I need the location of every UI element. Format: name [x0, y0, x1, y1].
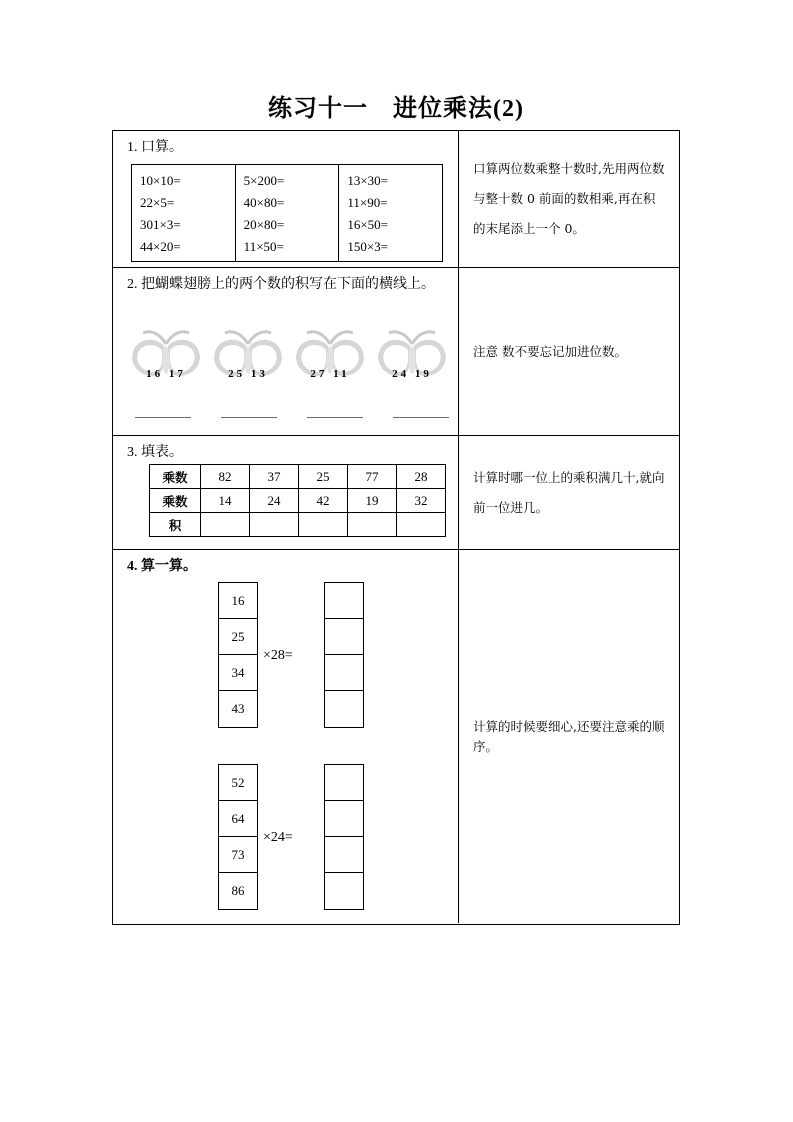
answer-cell[interactable]: [325, 691, 363, 727]
oral-problem: 22×5=: [140, 195, 175, 210]
butterfly-left-number: 16: [146, 368, 164, 380]
butterfly-numbers: [293, 368, 367, 380]
section-2-hint-cell: [459, 268, 679, 435]
calc-group-2: [113, 764, 459, 934]
oral-column-2: [236, 165, 340, 261]
oral-problem: 44×20=: [140, 239, 181, 254]
oral-column-1: [132, 165, 236, 261]
butterfly-answer-lines: [129, 406, 449, 418]
section-1-hint: 口算两位数乘整十数时,先用两位数与整十数 0 前面的数相乘,再在积的末尾添上一个 0。: [473, 161, 665, 236]
butterfly-3: [293, 330, 367, 400]
calc-group-1: [113, 582, 459, 752]
section-row-3: [113, 436, 679, 550]
section-1-content: [113, 131, 459, 267]
multiplication-fill-table: [149, 464, 446, 537]
table-cell: 32: [397, 489, 446, 513]
answer-cell[interactable]: [325, 873, 363, 909]
oral-problem: 301×3=: [140, 217, 181, 232]
answer-cell[interactable]: [325, 801, 363, 837]
oral-problem: 5×200=: [243, 173, 285, 188]
table-answer-cell[interactable]: [201, 513, 250, 537]
section-row-1: [113, 131, 679, 268]
oral-problem: 10×10=: [140, 173, 181, 188]
section-2-hint: 注意 数不要忘记加进位数。: [473, 343, 627, 359]
operator-label-1: ×28=: [263, 648, 293, 663]
butterfly-right-number: 17: [168, 368, 186, 380]
section-3-content: [113, 436, 459, 549]
answer-cell[interactable]: [325, 583, 363, 619]
row-header-product: 积: [150, 513, 201, 537]
table-answer-cell[interactable]: [250, 513, 299, 537]
section-4-content: [113, 550, 459, 923]
answer-cell[interactable]: [325, 765, 363, 801]
oral-column-3: [339, 165, 442, 261]
worksheet-table: [112, 130, 680, 925]
butterfly-right-number: 19: [414, 368, 432, 380]
section-3-label: 3. 填表。: [127, 445, 183, 460]
oral-problem: 20×80=: [243, 217, 285, 232]
oral-problem: 150×3=: [347, 239, 389, 254]
row-header-factor-2: 乘数: [150, 489, 201, 513]
butterfly-numbers: [129, 368, 203, 380]
answer-cell[interactable]: [325, 655, 363, 691]
table-answer-cell[interactable]: [397, 513, 446, 537]
multiplicand-cell: 64: [219, 801, 257, 837]
table-row: [150, 465, 446, 489]
answer-line-2[interactable]: [221, 406, 277, 418]
table-cell: 24: [250, 489, 299, 513]
table-cell: 82: [201, 465, 250, 489]
table-answer-cell[interactable]: [299, 513, 348, 537]
table-cell: 42: [299, 489, 348, 513]
answer-cell[interactable]: [325, 837, 363, 873]
multiplicand-stack-2: [218, 764, 258, 910]
oral-problem: 11×50=: [243, 239, 284, 254]
table-cell: 37: [250, 465, 299, 489]
answer-line-3[interactable]: [307, 406, 363, 418]
section-3-hint-cell: [459, 436, 679, 549]
table-row: [150, 489, 446, 513]
oral-arithmetic-grid: [131, 164, 443, 262]
page-title: 练习十一 进位乘法(2): [268, 96, 524, 122]
table-cell: 28: [397, 465, 446, 489]
butterfly-row: [129, 330, 449, 400]
butterfly-left-number: 25: [228, 368, 246, 380]
row-header-factor-1: 乘数: [150, 465, 201, 489]
butterfly-4: [375, 330, 449, 400]
multiplicand-stack-1: [218, 582, 258, 728]
oral-problem: 11×90=: [347, 195, 388, 210]
oral-problem: 40×80=: [243, 195, 285, 210]
butterfly-left-number: 27: [310, 368, 328, 380]
table-cell: 25: [299, 465, 348, 489]
multiplicand-cell: 52: [219, 765, 257, 801]
multiplicand-cell: 25: [219, 619, 257, 655]
section-4-hint-cell: [459, 550, 679, 923]
oral-problem: 13×30=: [347, 173, 389, 188]
multiplicand-cell: 73: [219, 837, 257, 873]
section-4-label: 4. 算一算。: [127, 559, 197, 574]
butterfly-right-number: 13: [250, 368, 268, 380]
section-2-content: [113, 268, 459, 435]
table-cell: 19: [348, 489, 397, 513]
operator-label-2: ×24=: [263, 830, 293, 845]
butterfly-numbers: [375, 368, 449, 380]
table-answer-cell[interactable]: [348, 513, 397, 537]
section-3-hint: 计算时哪一位上的乘积满几十,就向前一位进几。: [473, 469, 665, 515]
multiplicand-cell: 43: [231, 701, 245, 716]
oral-problem: 16×50=: [347, 217, 389, 232]
answer-stack-2: [324, 764, 364, 910]
answer-line-1[interactable]: [135, 406, 191, 418]
multiplicand-cell: 16: [219, 583, 257, 619]
table-cell: 77: [348, 465, 397, 489]
butterfly-numbers: [211, 368, 285, 380]
section-row-4: [113, 550, 679, 923]
section-1-label: 1. 口算。: [127, 140, 183, 155]
section-1-hint-cell: [459, 131, 679, 267]
table-row: [150, 513, 446, 537]
butterfly-2: [211, 330, 285, 400]
multiplicand-cell: 86: [231, 883, 245, 898]
answer-line-4[interactable]: [393, 406, 449, 418]
section-4-hint: 计算的时候要细心,还要注意乘的顺序。: [473, 718, 665, 754]
section-row-2: [113, 268, 679, 436]
butterfly-1: [129, 330, 203, 400]
multiplicand-cell: 34: [219, 655, 257, 691]
butterfly-left-number: 24: [392, 368, 410, 380]
table-cell: 14: [201, 489, 250, 513]
answer-stack-1: [324, 582, 364, 728]
answer-cell[interactable]: [325, 619, 363, 655]
butterfly-right-number: 11: [333, 368, 350, 380]
section-2-label: 2. 把蝴蝶翅膀上的两个数的积写在下面的横线上。: [127, 277, 435, 292]
